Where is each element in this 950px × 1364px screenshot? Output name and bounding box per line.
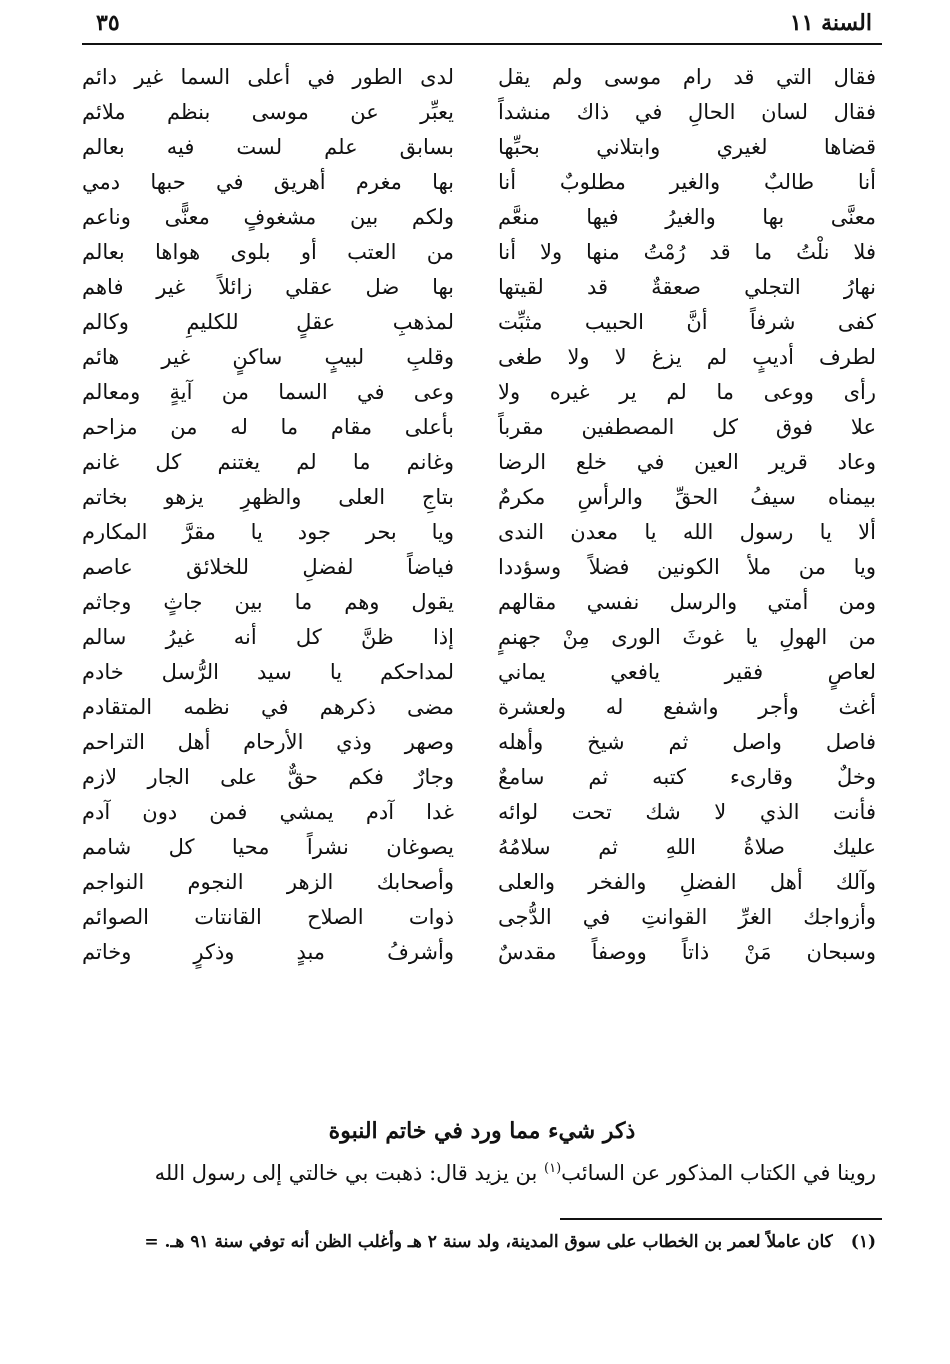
poem-verse: يعبِّر عن موسى بنظم ملائم <box>82 100 454 124</box>
section-title: ذكر شيء مما ورد في خاتم النبوة <box>328 1118 636 1144</box>
poem-verse: لدى الطور في أعلى السما غير دائم <box>82 65 454 89</box>
poem-verse: يصوغان نشراً محيا كل شامم <box>82 835 454 859</box>
poem-verse: وصهر وذي الأرحام أهل التراحم <box>82 730 454 754</box>
poem-verse: فياضاً لفضلِ للخلائق عاصم <box>82 555 454 579</box>
poem-verse: عليك صلاةُ اللهِ ثم سلامُهُ <box>498 835 876 859</box>
poem-left-column <box>82 60 454 970</box>
poem-verse: فقال لسان الحالِ في ذاك منشداً <box>498 100 876 124</box>
poem-verse: بتاجِ العلى والظهرِ يزهو بخاتم <box>82 485 454 509</box>
poem-verse: وسبحان مَنْ ذاتاً ووصفاً مقدسٌ <box>498 940 876 964</box>
running-header: السنة ١١ <box>789 10 872 36</box>
footnote-rule <box>560 1218 882 1220</box>
footnote-number: (١) <box>850 1232 876 1252</box>
poem-verse: لمذهبِ عقلٍ للكليمِ وكالم <box>82 310 454 334</box>
poem-verse: من العتب أو بلوى هواها بعالم <box>82 240 454 264</box>
poem-verse: ولكم بين مشغوفٍ معنًّى وناعم <box>82 205 454 229</box>
poem-verse: يقول وهم ما بين جاثٍ وجاثم <box>82 590 454 614</box>
poem-verse: علا فوق كل المصطفين مقرباً <box>498 415 876 439</box>
poem-verse: بها مغرم أهريق في حبها دمي <box>82 170 454 194</box>
poem-verse: وأزواجك الغرِّ القوانتِ في الدُّجى <box>498 905 876 929</box>
poem-verse: من الهولِ يا غوثَ الورى مِنْ جهنمٍ <box>498 625 876 649</box>
poem-verse: مضى ذكرهم في نظمه المتقادم <box>82 695 454 719</box>
poem-verse: قضاها لغيري وابتلاني بحبِّها <box>498 135 876 159</box>
poem-verse: لمداحكم يا سيد الرُّسل خادم <box>82 660 454 684</box>
poem-verse: لعاصٍ فقير يافعي يماني <box>498 660 876 684</box>
poem-verse: فلا نلْتُ ما قد رُمْتُ منها ولا أنا <box>498 240 876 264</box>
poem-verse: إذا ظنَّ كل أنه غيرُ سالم <box>82 625 454 649</box>
poem-verse: نهارُ التجلي صعقةٌ قد لقيتها <box>498 275 876 299</box>
footnote <box>76 1232 876 1252</box>
poem-verse: لطرف أديبٍ لم يزغ لا ولا طغى <box>498 345 876 369</box>
poem-verse: وجارٌ فكم حقٌّ على الجار لازم <box>82 765 454 789</box>
poem-verse: وأصحابك الزهر النجوم النواجم <box>82 870 454 894</box>
footnote-reference: (١) <box>544 1161 562 1176</box>
poem-verse: فأنت الذي لا شك تحت لوائه <box>498 800 876 824</box>
poem-verse: معنَّى بها والغيرُ فيها منعَّم <box>498 205 876 229</box>
page-number: ٣٥ <box>96 10 120 36</box>
poem-verse: بسابق علم لست فيه بعالم <box>82 135 454 159</box>
poem-verse: ذوات الصلاح القانتات الصوائم <box>82 905 454 929</box>
poem-verse: وقلبِ لبيبٍ ساكنٍ غير هائم <box>82 345 454 369</box>
poem-verse: بيمناه سيفُ الحقِّ والرأسِ مكرمٌ <box>498 485 876 509</box>
body-text-end: بن يزيد قال: ذهبت بي خالتي إلى رسول الله <box>154 1161 544 1185</box>
poem-verse: ويا بحر جود يا مقرَّ المكارم <box>82 520 454 544</box>
poem-verse: ومن أمتي والرسل نفسي مقالهم <box>498 590 876 614</box>
poem-verse: وأشرفُ مبدٍ وذكرٍ وخاتم <box>82 940 454 964</box>
poem-verse: رأى ووعى ما لم ير غيره ولا <box>498 380 876 404</box>
poem-verse: غدا آدم يمشي فمن دون آدم <box>82 800 454 824</box>
poem-verse: كفى شرفاً أنَّ الحبيب مثبِّت <box>498 310 876 334</box>
body-paragraph <box>76 1161 876 1185</box>
poem-verse: وعاد قرير العين في خلع الرضا <box>498 450 876 474</box>
poem-right-column <box>498 60 876 970</box>
poem-verse: وغانم ما لم يغتنم كل غانم <box>82 450 454 474</box>
footnote-text: كان عاملاً لعمر بن الخطاب على سوق المدينة، ولد سنة ٢ هـ وأغلب الظن أنه توفي سنة ٩١ هـ. = <box>144 1232 833 1252</box>
poem-verse: أنا طالبٌ والغير مطلوبٌ أنا <box>498 170 876 194</box>
poem-verse: أغث وأجر واشفع له ولعشرة <box>498 695 876 719</box>
poem-verse: ويا من ملأ الكونين فضلاً وسؤددا <box>498 555 876 579</box>
poem-verse: فقال التي قد رام موسى ولم يقل <box>498 65 876 89</box>
poem-verse: ألا يا رسول الله يا معدن الندى <box>498 520 876 544</box>
body-text-start: روينا في الكتاب المذكور عن السائب <box>561 1161 876 1185</box>
poem-verse: فاصل واصل ثم شيخ وأهله <box>498 730 876 754</box>
poem-verse: وعى في السما من آيةٍ ومعالم <box>82 380 454 404</box>
header-rule <box>82 43 882 45</box>
poem-verse: بأعلى مقام ما له من مزاحم <box>82 415 454 439</box>
poem-verse: بها ضل عقلي زائلاً غير فاهم <box>82 275 454 299</box>
poem-verse: وخلٌ وقارىء كتبه ثم سامعٌ <box>498 765 876 789</box>
poem-verse: وآلك أهل الفضلِ والفخر والعلى <box>498 870 876 894</box>
